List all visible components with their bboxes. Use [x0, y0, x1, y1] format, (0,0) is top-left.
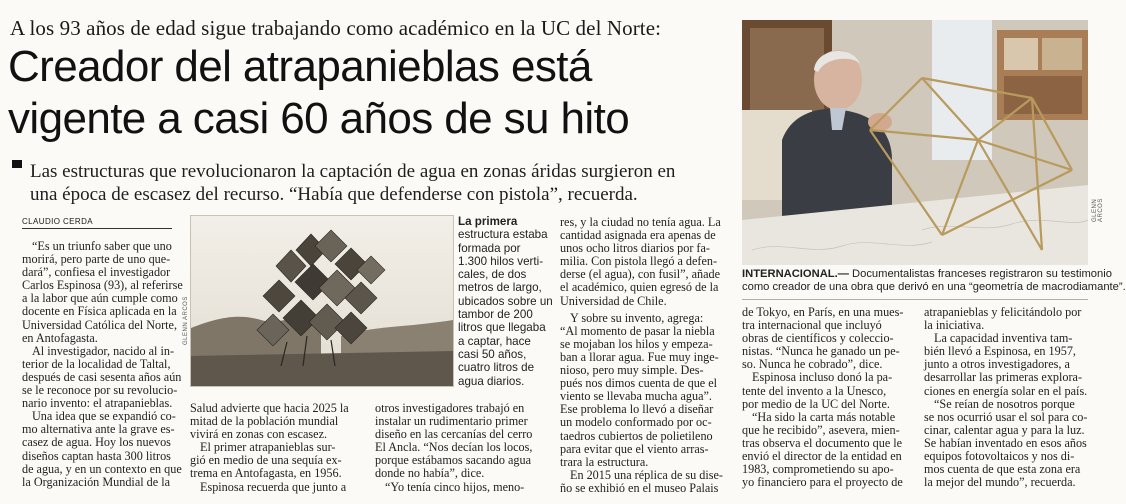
text-line: ban a llorar agua. Fue muy inge-: [560, 349, 719, 364]
fog-catcher-photo: [190, 215, 454, 387]
text-line: Salud advierte que hacia 2025 la: [190, 401, 349, 415]
article-column-5: [742, 306, 918, 489]
paragraph: [22, 253, 182, 345]
paragraph: [560, 469, 736, 482]
text-line: se mojaban los hilos y empeza-: [560, 336, 713, 351]
text-line: so. Nunca he cobrado”, dice.: [742, 357, 883, 372]
side-caption-line: tambor de 200: [458, 308, 533, 322]
text-line: equipos fotovoltaicos y nos di-: [924, 449, 1075, 464]
paragraph: [924, 411, 1094, 490]
text-line: nioso, pero muy simple. Des-: [560, 363, 704, 378]
text-line: mos cuenta de que esta zona era: [924, 462, 1081, 477]
paragraph: [560, 216, 736, 308]
text-line: para evitar que el viento arras-: [560, 441, 709, 456]
photo-credit-2: GLENN ARCOS: [1092, 198, 1104, 222]
text-line: gió en medio de una sequía ex-: [190, 453, 342, 468]
text-line: Carlos Espinosa (93), al referirse: [22, 278, 183, 293]
paragraph: [22, 358, 182, 410]
text-line: de Tokyo, en París, en una mues-: [742, 305, 904, 319]
text-line: casez de agua. Hoy los nuevos: [22, 435, 171, 450]
text-line: a la labor que aún cumple como: [22, 291, 178, 306]
text-line: nario invento: el atrapanieblas.: [22, 396, 173, 411]
text-line: res, y la ciudad no tenía agua. La: [560, 215, 721, 229]
byline: CLAUDIO CERDA: [22, 217, 93, 226]
text-line: “Yo tenía cinco hijos, meno-: [385, 479, 525, 494]
article-column-6: [924, 306, 1094, 489]
headline-line-2: vigente a casi 60 años de su hito: [8, 94, 630, 143]
text-line: “Se reían de nosotros porque: [934, 396, 1075, 411]
text-line: bién llevó a Espinosa, en 1957,: [924, 344, 1076, 359]
text-line: atrapanieblas y felicitándolo por: [924, 305, 1082, 319]
text-line: un modelo conformado por oc-: [560, 415, 712, 430]
text-line: junto a otros investigadores, a: [924, 357, 1070, 372]
byline-rule: [22, 228, 172, 229]
text-line: derse (el agua), con fusil”, añade: [560, 267, 721, 282]
side-caption-line: estructura estaba: [458, 228, 548, 242]
side-caption-line: a captar, hace: [458, 334, 531, 348]
text-line: dará”, confiesa el investigador: [22, 265, 171, 280]
text-line: Universidad Católica del Norte,: [22, 317, 178, 332]
text-line: pués nos dimos cuenta de que el: [560, 376, 718, 391]
text-line: ciones en energía solar en el país.: [924, 383, 1088, 398]
side-caption-line: cuatro litros de: [458, 361, 535, 375]
text-line: envió el director de la entidad en: [742, 449, 902, 464]
text-line: Se habían inventado en esos años: [924, 435, 1087, 450]
side-caption-line: cales, de dos: [458, 268, 527, 282]
text-line: instalar un rudimentario primer: [375, 414, 528, 429]
text-line: cantidad asignada era apenas de: [560, 228, 716, 243]
text-line: Espinosa incluso donó la pa-: [752, 370, 893, 385]
portrait-caption: [742, 268, 1126, 295]
portrait-caption-text-2: como creador de una obra que derivó en una “geometría de macrodiamante”.: [742, 281, 1126, 294]
portrait-caption-text-1: Documentalistas franceses registraron su testimonio: [848, 268, 1112, 280]
portrait-illustration: [742, 20, 1088, 265]
text-line: yo financiero para el proyecto de: [742, 475, 903, 490]
side-caption-line: agua diarios.: [458, 374, 525, 388]
text-line: tente del invento a la Unesco,: [742, 383, 887, 398]
fog-catcher-illustration: [191, 216, 453, 386]
text-line: trema en Antofagasta, en 1956.: [190, 466, 342, 481]
paragraph: [742, 371, 918, 384]
side-caption-line: metros de largo,: [458, 281, 542, 295]
text-line: porque estábamos sacando agua: [375, 453, 532, 468]
side-caption-line: ubicados sobre un: [458, 294, 553, 308]
deck-line-2: una época de escasez del recurso. “Había que defenderse con pistola”, recuerda.: [30, 184, 638, 205]
side-caption-title: La primera: [458, 215, 518, 228]
text-line: vivirá en zonas con escasez.: [190, 427, 328, 442]
text-line: en Antofagasta.: [22, 330, 98, 345]
paragraph: [190, 481, 366, 494]
portrait-caption-line-1: [742, 268, 1112, 281]
photo-credit-1: GLENN ARCOS: [183, 296, 189, 345]
headline-line-1: Creador del atrapanieblas está: [8, 42, 592, 91]
article-column-3: [375, 402, 551, 494]
paragraph: [375, 402, 551, 481]
text-line: por medio de la UC del Norte.: [742, 396, 890, 411]
text-line: ño se exhibió en el museo Palais: [560, 480, 719, 495]
text-line: otros investigadores trabajó en: [375, 401, 525, 415]
text-line: “Ha sido la carta más notable: [752, 409, 896, 424]
paragraph: [560, 312, 736, 325]
paragraph: [742, 306, 918, 371]
paragraph: [742, 424, 918, 489]
text-line: “Es un triunfo saber que uno: [32, 239, 172, 253]
side-caption-line: 1.300 hilos verti-: [458, 254, 544, 268]
text-line: de agua, y en un contexto en que: [22, 461, 182, 476]
text-line: la iniciativa.: [924, 318, 985, 333]
text-line: Espinosa recuerda que junto a: [200, 479, 347, 494]
portrait-photo: [742, 20, 1088, 265]
paragraph: [924, 398, 1094, 411]
deck-marker: [12, 160, 22, 168]
paragraph: [190, 454, 366, 480]
paragraph: [22, 423, 182, 488]
text-line: tra internacional que incluyó: [742, 318, 882, 333]
article-column-2: [190, 402, 366, 494]
text-line: se nos ocurrió usar el sol para co-: [924, 409, 1088, 424]
article-column-1: [22, 240, 182, 489]
text-line: unos ocho litros diarios por fa-: [560, 241, 710, 256]
text-line: viento se llevaba mucha agua”.: [560, 389, 712, 404]
paragraph: [924, 306, 1094, 332]
text-line: la Organización Mundial de la: [22, 474, 171, 489]
text-line: mitad de la población mundial: [190, 414, 339, 429]
text-line: docente en Física aplicada en la: [22, 304, 177, 319]
text-line: tras observa el documento que le: [742, 435, 903, 450]
portrait-caption-label: INTERNACIONAL.—: [742, 268, 849, 280]
text-line: mo alternativa ante la grave es-: [22, 422, 175, 437]
text-line: diseños captan hasta 300 litros: [22, 448, 171, 463]
text-line: después de casi sesenta años aún: [22, 369, 182, 384]
text-line: que he recibido”, asevera, mien-: [742, 422, 900, 437]
paragraph: [560, 325, 736, 469]
text-line: Universidad de Chile.: [560, 293, 667, 308]
paragraph: [560, 482, 736, 495]
text-line: cinar, calentar agua y para la luz.: [924, 422, 1085, 437]
text-line: nistas. “Nunca he ganado un pe-: [742, 344, 900, 359]
text-line: Y sobre su invento, agrega:: [570, 310, 704, 325]
side-caption-line: formada por: [458, 241, 521, 255]
paragraph: [742, 411, 918, 424]
text-line: La capacidad inventiva tam-: [934, 331, 1073, 346]
text-line: diseño en las cercanías del cerro: [375, 427, 533, 442]
deck: [12, 160, 755, 206]
text-line: desarrollar las primeras explora-: [924, 370, 1083, 385]
deck-line-1: Las estructuras que revolucionaron la captación de agua en zonas áridas surgieron en: [30, 161, 676, 182]
paragraph: [924, 345, 1094, 397]
text-line: se le reconoce por su revolucio-: [22, 383, 178, 398]
paragraph: [742, 385, 918, 411]
text-line: Una idea que se expandió co-: [32, 409, 176, 424]
kicker: A los 93 años de edad sigue trabajando como académico en la UC del Norte:: [10, 16, 662, 40]
text-line: morirá, pero parte de uno que-: [22, 252, 171, 267]
paragraph: [22, 345, 182, 358]
paragraph: [375, 481, 551, 494]
paragraph: [190, 402, 366, 441]
text-line: Ese problema lo llevó a diseñar: [560, 402, 714, 417]
side-caption-line: casi 50 años,: [458, 347, 527, 361]
side-caption-line: litros que llegaba: [458, 321, 546, 335]
caption-divider: [742, 299, 1088, 300]
article-column-4: [560, 216, 736, 495]
text-line: taedros cubiertos de polietileno: [560, 428, 713, 443]
text-line: Al investigador, nacido al in-: [32, 343, 175, 358]
text-line: terior de la localidad de Taltal,: [22, 356, 171, 371]
text-line: 1983, comprometiendo su apo-: [742, 462, 894, 477]
text-line: el académico, quien egresó de la: [560, 280, 719, 295]
text-line: El primer atrapanieblas sur-: [200, 440, 336, 455]
text-line: trara la estructura.: [560, 454, 649, 469]
text-line: En 2015 una réplica de su dise-: [570, 467, 723, 482]
text-line: donde no había”, dice.: [375, 466, 485, 481]
side-caption: [458, 215, 553, 388]
text-line: milia. Con pistola llegó a defen-: [560, 254, 718, 269]
text-line: “Al momento de pasar la niebla: [560, 323, 715, 338]
text-line: El Ancla. “Nos decían los locos,: [375, 440, 533, 455]
text-line: obras de científicos y coleccio-: [742, 331, 894, 346]
headline: [8, 41, 733, 145]
text-line: la mejor del mundo”, recuerda.: [924, 475, 1076, 490]
